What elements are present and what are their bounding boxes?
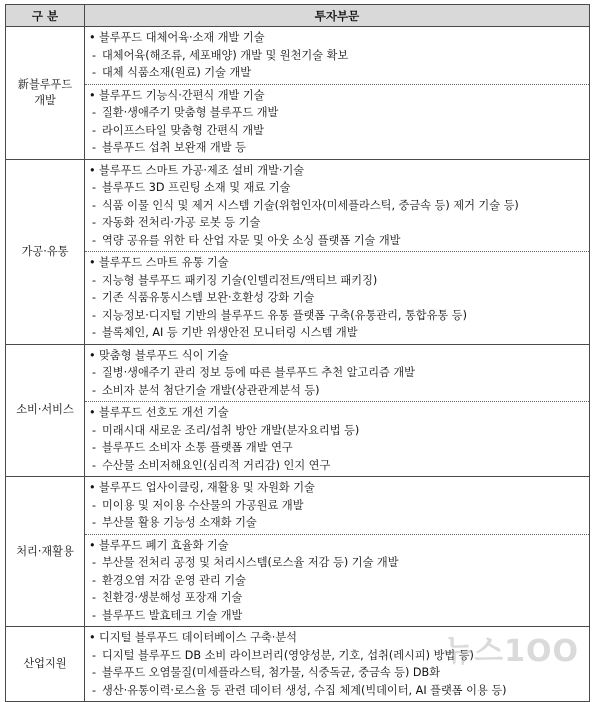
group-item [85, 457, 589, 475]
sector-cell [85, 27, 590, 160]
group-item [85, 589, 589, 607]
group-item-text: 블루푸드 오염물질(미세플라스틱, 첨가물, 식중독균, 중금속 등) DB화 [102, 666, 441, 679]
category-cell [6, 159, 85, 344]
group-item-text: 소비자 분석 첨단기술 개발(상관관계분석 등) [102, 383, 320, 397]
group-title-text: 블루푸드 기능식·간편식 개발 기술 [99, 88, 265, 102]
bullet-icon: • [89, 538, 96, 552]
group-item-text: 수산물 소비저해요인(심리적 거리감) 인지 연구 [102, 458, 331, 472]
group-item-text: 지능형 블루푸드 패키징 기술(인텔리전트/액티브 패키징) [102, 273, 378, 287]
dash-icon: - [92, 198, 97, 212]
category-label: 新블루푸드 [17, 77, 73, 91]
dash-icon: - [92, 216, 97, 229]
group-item [85, 179, 589, 197]
group-item [85, 272, 589, 290]
sector-group [85, 345, 589, 403]
table-row [6, 477, 590, 627]
dash-icon: - [92, 326, 97, 339]
group-item [85, 307, 589, 325]
bullet-icon: • [89, 88, 96, 102]
sector-group [85, 27, 589, 85]
group-item-text: 생산·유통이력·로스율 등 관련 데이터 생성, 수집 체계(빅데이터, AI 플랫폼 이용 등) [102, 683, 507, 697]
group-item-text: 식품 이물 인식 및 제거 시스템 기술(위험인자(미세플라스틱, 중금속 등) 제거 기술 등) [102, 198, 519, 212]
sector-group [85, 402, 589, 476]
dash-icon: - [92, 141, 97, 154]
group-title-text: 블루푸드 스마트 가공·제조 설비 개발·기술 [99, 163, 305, 177]
dash-icon: - [92, 383, 97, 397]
group-title-text: 블루푸드 스마트 유통 기술 [99, 256, 229, 269]
group-item [85, 64, 589, 82]
dash-icon: - [92, 291, 97, 304]
group-item-text: 블루푸드 3D 프린팅 소재 및 재료 기술 [102, 181, 291, 194]
group-item [85, 607, 589, 625]
group-title-text: 블루푸드 업사이클링, 재활용 및 자원화 기술 [99, 481, 315, 494]
dash-icon: - [92, 308, 97, 322]
group-title-text: 블루푸드 폐기 효율화 기술 [99, 538, 229, 552]
dash-icon: - [92, 458, 97, 472]
group-item-text: 지능정보·디지털 기반의 블루푸드 유통 플랫폼 구축(유통관리, 통합유통 등) [102, 308, 467, 322]
sector-cell [85, 159, 590, 344]
dash-icon: - [92, 666, 97, 679]
bullet-icon: • [89, 631, 96, 644]
dash-icon: - [92, 573, 97, 587]
sector-group [85, 535, 589, 627]
group-title [85, 479, 589, 497]
dash-icon: - [92, 591, 97, 604]
group-title-text: 맞춤형 블루푸드 식이 기술 [99, 348, 229, 362]
group-item-text: 기존 식품유통시스템 보완·호환성 강화 기술 [102, 291, 315, 304]
group-title-text: 블루푸드 대체어육·소재 개발 기술 [99, 31, 265, 44]
dash-icon: - [92, 233, 97, 247]
news-watermark: 뉴스1OO [444, 634, 579, 669]
dash-icon: - [92, 273, 97, 287]
dash-icon: - [92, 66, 97, 79]
group-item [85, 289, 589, 307]
group-item [85, 497, 589, 515]
dash-icon: - [92, 608, 97, 622]
group-item-text: 역량 공유를 위한 타 산업 자문 및 아웃 소싱 플랫폼 기술 개발 [102, 233, 401, 247]
group-item [85, 47, 589, 65]
dash-icon: - [92, 366, 97, 379]
group-item-text: 대체어육(해조류, 세포배양) 개발 및 원천기술 확보 [102, 48, 349, 62]
table-header-row [6, 5, 590, 27]
dash-icon: - [92, 648, 97, 662]
category-cell [6, 344, 85, 477]
group-item-text: 환경오염 저감 운영 관리 기술 [102, 573, 246, 587]
group-item-text: 블록체인, AI 등 기반 위생안전 모니터링 시스템 개발 [102, 326, 358, 339]
dash-icon: - [92, 48, 97, 62]
bullet-icon: • [89, 348, 96, 362]
group-item [85, 104, 589, 122]
group-item [85, 214, 589, 232]
group-item-text: 친환경·생분해성 포장재 기술 [102, 591, 243, 604]
group-item [85, 514, 589, 532]
sector-cell [85, 477, 590, 627]
group-item-text: 자동화 전처리·가공 로봇 등 기술 [102, 216, 261, 229]
header-category: 구 분 [6, 5, 85, 27]
group-item [85, 139, 589, 157]
group-item-text: 블루푸드 섭취 보완재 개발 등 [102, 141, 246, 154]
dash-icon: - [92, 123, 97, 137]
dash-icon: - [92, 423, 97, 437]
group-item-text: 부산물 전처리 공정 및 처리시스템(로스율 저감 등) 기술 개발 [102, 556, 399, 569]
group-title [85, 347, 589, 365]
sector-group [85, 160, 589, 253]
category-cell [6, 477, 85, 627]
category-cell [6, 27, 85, 160]
group-item [85, 364, 589, 382]
group-item [85, 324, 589, 342]
group-item-text: 미이용 및 저이용 수산물의 가공원료 개발 [102, 498, 304, 512]
table-row [6, 344, 590, 477]
dash-icon: - [92, 683, 97, 697]
group-title [85, 537, 589, 555]
group-item-text: 대체 식품소재(원료) 기술 개발 [102, 66, 252, 79]
group-item-text: 디지털 블루푸드 DB 소비 라이브러리(영양성분, 기호, 섭취(레시피) 방법 등) [102, 648, 474, 662]
group-item [85, 197, 589, 215]
group-title [85, 254, 589, 272]
group-item [85, 422, 589, 440]
group-item-text: 부산물 활용 기능성 소재화 기술 [102, 516, 257, 529]
bullet-icon: • [89, 163, 96, 177]
group-item-text: 블루푸드 발효테크 기술 개발 [102, 608, 243, 622]
category-label: 산업지원 [23, 657, 67, 670]
bullet-icon: • [89, 481, 96, 494]
group-title-text: 블루푸드 선호도 개선 기술 [99, 406, 229, 419]
group-item [85, 572, 589, 590]
dash-icon: - [92, 516, 97, 529]
category-label: 소비·서비스 [16, 403, 74, 417]
group-item-text: 질병·생애주기 관리 정보 등에 따른 블루푸드 추천 알고리즘 개발 [102, 366, 415, 379]
group-item-text: 질환·생애주기 맞춤형 블루푸드 개발 [102, 106, 279, 119]
category-label: 가공·유통 [21, 244, 69, 258]
sector-group [85, 477, 589, 535]
group-item-text: 라이프스타일 맞춤형 간편식 개발 [102, 123, 264, 137]
group-item [85, 682, 589, 700]
group-item [85, 382, 589, 400]
group-item [85, 439, 589, 457]
bullet-icon: • [89, 406, 96, 419]
dash-icon: - [92, 498, 97, 512]
dash-icon: - [92, 556, 97, 569]
category-label: 처리·재활용 [16, 544, 74, 558]
table-row [6, 159, 590, 344]
dash-icon: - [92, 106, 97, 119]
dash-icon: - [92, 441, 97, 454]
group-title [85, 87, 589, 105]
group-item [85, 232, 589, 250]
sector-group [85, 252, 589, 344]
bullet-icon: • [89, 256, 96, 269]
investment-table-container [5, 4, 590, 702]
sector-group [85, 85, 589, 159]
category-cell [6, 627, 85, 702]
group-item-text: 미래시대 새로운 조리/섭취 방안 개발(분자요리법 등) [102, 423, 360, 437]
group-item [85, 554, 589, 572]
group-title [85, 162, 589, 180]
investment-table [5, 4, 590, 702]
dash-icon: - [92, 181, 97, 194]
group-item-text: 블루푸드 소비자 소통 플랫폼 개발 연구 [102, 441, 293, 454]
group-item [85, 122, 589, 140]
group-title [85, 29, 589, 47]
category-label: 개발 [34, 93, 56, 107]
sector-cell [85, 344, 590, 477]
group-title [85, 404, 589, 422]
table-row [6, 27, 590, 160]
group-title-text: 디지털 블루푸드 데이터베이스 구축·분석 [99, 631, 297, 644]
bullet-icon: • [89, 31, 96, 44]
header-investment-sector: 투자부문 [85, 5, 590, 27]
